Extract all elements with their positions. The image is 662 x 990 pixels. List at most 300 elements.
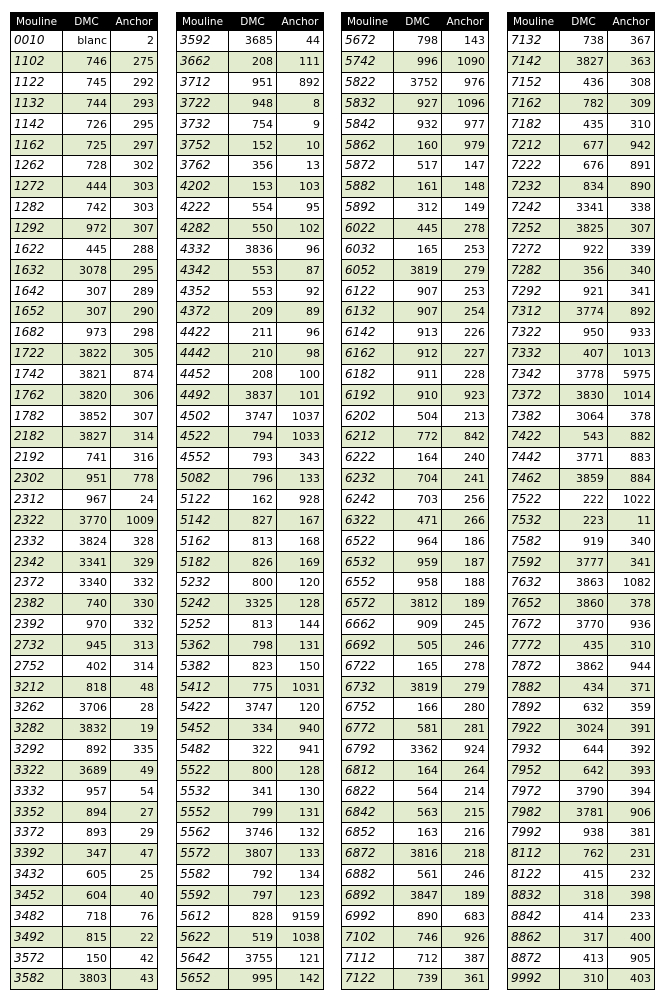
anchor-cell: 297: [111, 135, 158, 156]
mouline-cell: 7102: [342, 927, 394, 948]
mouline-cell: 2322: [11, 510, 63, 531]
anchor-cell: 307: [111, 406, 158, 427]
table-row: [508, 572, 655, 593]
anchor-cell: 231: [608, 843, 655, 864]
dmc-cell: 703: [394, 489, 442, 510]
mouline-cell: 2332: [11, 531, 63, 552]
anchor-cell: 227: [442, 343, 489, 364]
dmc-cell: 726: [63, 114, 111, 135]
mouline-cell: 3392: [11, 843, 63, 864]
mouline-cell: 1642: [11, 281, 63, 302]
dmc-cell: 3747: [229, 406, 277, 427]
anchor-cell: 216: [442, 823, 489, 844]
mouline-cell: 3762: [177, 156, 229, 177]
table-row: [508, 635, 655, 656]
anchor-cell: 314: [111, 427, 158, 448]
mouline-cell: 3452: [11, 885, 63, 906]
anchor-cell: 335: [111, 739, 158, 760]
anchor-cell: 378: [608, 406, 655, 427]
dmc-cell: 3755: [229, 948, 277, 969]
table-row: [508, 468, 655, 489]
anchor-cell: 54: [111, 781, 158, 802]
dmc-cell: 564: [394, 781, 442, 802]
dmc-cell: 823: [229, 656, 277, 677]
table-row: [342, 447, 489, 468]
anchor-cell: 387: [442, 948, 489, 969]
table-row: [177, 31, 324, 52]
anchor-cell: 254: [442, 301, 489, 322]
dmc-cell: 890: [394, 906, 442, 927]
dmc-cell: 211: [229, 322, 277, 343]
dmc-cell: 739: [394, 968, 442, 989]
mouline-cell: 7342: [508, 364, 560, 385]
dmc-cell: 166: [394, 698, 442, 719]
dmc-cell: 938: [560, 823, 608, 844]
dmc-cell: 800: [229, 572, 277, 593]
dmc-cell: 945: [63, 635, 111, 656]
table-row: [177, 885, 324, 906]
table-row: [508, 739, 655, 760]
anchor-cell: 24: [111, 489, 158, 510]
mouline-cell: 5082: [177, 468, 229, 489]
dmc-cell: 3752: [394, 72, 442, 93]
dmc-cell: 3778: [560, 364, 608, 385]
table-row: [11, 510, 158, 531]
mouline-cell: 7112: [342, 948, 394, 969]
table-row: [342, 593, 489, 614]
table-row: [177, 72, 324, 93]
table-row: [11, 760, 158, 781]
anchor-cell: 891: [608, 156, 655, 177]
dmc-cell: 3777: [560, 552, 608, 573]
dmc-cell: 3827: [560, 51, 608, 72]
dmc-cell: 414: [560, 906, 608, 927]
dmc-cell: 563: [394, 802, 442, 823]
dmc-cell: 3830: [560, 385, 608, 406]
anchor-cell: 381: [608, 823, 655, 844]
anchor-cell: 313: [111, 635, 158, 656]
table-row: [342, 781, 489, 802]
table-row: [342, 864, 489, 885]
mouline-cell: 5382: [177, 656, 229, 677]
mouline-cell: 2302: [11, 468, 63, 489]
anchor-cell: 403: [608, 968, 655, 989]
mouline-cell: 5892: [342, 197, 394, 218]
anchor-cell: 842: [442, 427, 489, 448]
conversion-table-4: [507, 12, 655, 990]
anchor-cell: 28: [111, 698, 158, 719]
mouline-cell: 5832: [342, 93, 394, 114]
anchor-cell: 10: [277, 135, 324, 156]
anchor-cell: 128: [277, 760, 324, 781]
mouline-cell: 6322: [342, 510, 394, 531]
mouline-cell: 5232: [177, 572, 229, 593]
table-row: [508, 343, 655, 364]
anchor-cell: 936: [608, 614, 655, 635]
mouline-cell: 4222: [177, 197, 229, 218]
dmc-cell: 3064: [560, 406, 608, 427]
anchor-cell: 295: [111, 114, 158, 135]
dmc-cell: 676: [560, 156, 608, 177]
dmc-cell: 334: [229, 718, 277, 739]
mouline-cell: 4352: [177, 281, 229, 302]
mouline-cell: 7182: [508, 114, 560, 135]
mouline-cell: 5642: [177, 948, 229, 969]
table-row: [11, 572, 158, 593]
mouline-cell: 4522: [177, 427, 229, 448]
dmc-cell: 959: [394, 552, 442, 573]
mouline-cell: 5872: [342, 156, 394, 177]
dmc-cell: 3832: [63, 718, 111, 739]
table-row: [177, 843, 324, 864]
table-row: [508, 593, 655, 614]
anchor-cell: 245: [442, 614, 489, 635]
dmc-cell: 318: [560, 885, 608, 906]
anchor-cell: 340: [608, 531, 655, 552]
anchor-cell: 241: [442, 468, 489, 489]
mouline-cell: 7122: [342, 968, 394, 989]
anchor-cell: 371: [608, 677, 655, 698]
dmc-cell: 740: [63, 593, 111, 614]
dmc-cell: 3803: [63, 968, 111, 989]
anchor-cell: 13: [277, 156, 324, 177]
conversion-table-3: [341, 12, 489, 990]
dmc-cell: 967: [63, 489, 111, 510]
dmc-cell: 3836: [229, 239, 277, 260]
table-row: [11, 656, 158, 677]
anchor-cell: 275: [111, 51, 158, 72]
table-row: [508, 364, 655, 385]
anchor-cell: 186: [442, 531, 489, 552]
dmc-cell: 797: [229, 885, 277, 906]
mouline-cell: 4452: [177, 364, 229, 385]
table-row: [11, 72, 158, 93]
anchor-cell: 906: [608, 802, 655, 823]
dmc-cell: 799: [229, 802, 277, 823]
anchor-cell: 341: [608, 552, 655, 573]
anchor-cell: 316: [111, 447, 158, 468]
mouline-cell: 3592: [177, 31, 229, 52]
anchor-cell: 884: [608, 468, 655, 489]
dmc-cell: 995: [229, 968, 277, 989]
table-row: [11, 823, 158, 844]
dmc-cell: 3837: [229, 385, 277, 406]
dmc-cell: 160: [394, 135, 442, 156]
anchor-cell: 977: [442, 114, 489, 135]
dmc-cell: 951: [229, 72, 277, 93]
anchor-cell: 27: [111, 802, 158, 823]
dmc-cell: 3821: [63, 364, 111, 385]
mouline-cell: 7652: [508, 593, 560, 614]
anchor-cell: 391: [608, 718, 655, 739]
dmc-cell: 581: [394, 718, 442, 739]
anchor-cell: 25: [111, 864, 158, 885]
dmc-cell: 222: [560, 489, 608, 510]
table-row: [508, 72, 655, 93]
anchor-cell: 683: [442, 906, 489, 927]
dmc-cell: 815: [63, 927, 111, 948]
table-row: [342, 197, 489, 218]
anchor-cell: 341: [608, 281, 655, 302]
anchor-cell: 215: [442, 802, 489, 823]
table-row: [342, 572, 489, 593]
mouline-cell: 7892: [508, 698, 560, 719]
anchor-cell: 1096: [442, 93, 489, 114]
mouline-cell: 7422: [508, 427, 560, 448]
mouline-cell: 7922: [508, 718, 560, 739]
table-row: [11, 593, 158, 614]
anchor-cell: 303: [111, 197, 158, 218]
mouline-cell: 4442: [177, 343, 229, 364]
dmc-cell: 347: [63, 843, 111, 864]
header-dmc: DMC: [394, 13, 442, 31]
table-row: [508, 906, 655, 927]
dmc-cell: 3820: [63, 385, 111, 406]
mouline-cell: 5422: [177, 698, 229, 719]
dmc-cell: 3822: [63, 343, 111, 364]
mouline-cell: 5592: [177, 885, 229, 906]
anchor-cell: 76: [111, 906, 158, 927]
table-row: [11, 614, 158, 635]
header-mouline: Mouline: [342, 13, 394, 31]
table-row: [342, 927, 489, 948]
mouline-cell: 4492: [177, 385, 229, 406]
anchor-cell: 131: [277, 802, 324, 823]
header-dmc: DMC: [229, 13, 277, 31]
table-row: [342, 843, 489, 864]
mouline-cell: 6662: [342, 614, 394, 635]
mouline-cell: 5552: [177, 802, 229, 823]
table-row: [11, 427, 158, 448]
table-row: [11, 531, 158, 552]
mouline-cell: 4372: [177, 301, 229, 322]
mouline-cell: 2372: [11, 572, 63, 593]
dmc-cell: 164: [394, 760, 442, 781]
anchor-cell: 923: [442, 385, 489, 406]
dmc-cell: 505: [394, 635, 442, 656]
mouline-cell: 4282: [177, 218, 229, 239]
anchor-cell: 778: [111, 468, 158, 489]
dmc-cell: 927: [394, 93, 442, 114]
anchor-cell: 933: [608, 322, 655, 343]
dmc-cell: 356: [229, 156, 277, 177]
mouline-cell: 1632: [11, 260, 63, 281]
table-row: [508, 260, 655, 281]
mouline-cell: 6872: [342, 843, 394, 864]
dmc-cell: 471: [394, 510, 442, 531]
table-row: [11, 635, 158, 656]
dmc-cell: 3024: [560, 718, 608, 739]
mouline-cell: 7992: [508, 823, 560, 844]
table-row: [11, 843, 158, 864]
table-row: [342, 948, 489, 969]
header-mouline: Mouline: [177, 13, 229, 31]
anchor-cell: 905: [608, 948, 655, 969]
table-row: [177, 510, 324, 531]
dmc-cell: 957: [63, 781, 111, 802]
dmc-cell: 3746: [229, 823, 277, 844]
dmc-cell: 3807: [229, 843, 277, 864]
table-row: [177, 468, 324, 489]
dmc-cell: 738: [560, 31, 608, 52]
mouline-cell: 7222: [508, 156, 560, 177]
anchor-cell: 874: [111, 364, 158, 385]
dmc-cell: 742: [63, 197, 111, 218]
mouline-cell: 5882: [342, 176, 394, 197]
mouline-cell: 6732: [342, 677, 394, 698]
mouline-cell: 2382: [11, 593, 63, 614]
header-mouline: Mouline: [508, 13, 560, 31]
table-row: [508, 218, 655, 239]
anchor-cell: 131: [277, 635, 324, 656]
mouline-cell: 4552: [177, 447, 229, 468]
dmc-cell: 165: [394, 656, 442, 677]
mouline-cell: 6202: [342, 406, 394, 427]
table-row: [508, 406, 655, 427]
mouline-cell: 6192: [342, 385, 394, 406]
table-row: [177, 343, 324, 364]
table-row: [342, 135, 489, 156]
dmc-cell: 554: [229, 197, 277, 218]
anchor-cell: 942: [608, 135, 655, 156]
dmc-cell: 3790: [560, 781, 608, 802]
mouline-cell: 5532: [177, 781, 229, 802]
table-row: [508, 781, 655, 802]
mouline-cell: 5622: [177, 927, 229, 948]
mouline-cell: 6882: [342, 864, 394, 885]
mouline-cell: 2312: [11, 489, 63, 510]
anchor-cell: 121: [277, 948, 324, 969]
table-row: [11, 135, 158, 156]
table-row: [177, 760, 324, 781]
table-row: [342, 718, 489, 739]
mouline-cell: 2752: [11, 656, 63, 677]
table-row: [508, 968, 655, 989]
table-row: [508, 802, 655, 823]
table-row: [11, 718, 158, 739]
table-row: [177, 864, 324, 885]
anchor-cell: 310: [608, 114, 655, 135]
table-row: [342, 698, 489, 719]
anchor-cell: 42: [111, 948, 158, 969]
dmc-cell: 3863: [560, 572, 608, 593]
mouline-cell: 5862: [342, 135, 394, 156]
dmc-cell: 504: [394, 406, 442, 427]
dmc-cell: 3852: [63, 406, 111, 427]
dmc-cell: 517: [394, 156, 442, 177]
anchor-cell: 1082: [608, 572, 655, 593]
mouline-cell: 9992: [508, 968, 560, 989]
mouline-cell: 2192: [11, 447, 63, 468]
anchor-cell: 214: [442, 781, 489, 802]
dmc-cell: 310: [560, 968, 608, 989]
dmc-cell: 445: [394, 218, 442, 239]
anchor-cell: 293: [111, 93, 158, 114]
dmc-cell: 3860: [560, 593, 608, 614]
mouline-cell: 6772: [342, 718, 394, 739]
dmc-cell: 3825: [560, 218, 608, 239]
dmc-cell: 407: [560, 343, 608, 364]
mouline-cell: 5572: [177, 843, 229, 864]
table-row: [177, 322, 324, 343]
dmc-cell: 834: [560, 176, 608, 197]
table-row: [508, 447, 655, 468]
table-row: [508, 843, 655, 864]
table-row: [11, 93, 158, 114]
table-row: [342, 406, 489, 427]
dmc-cell: 754: [229, 114, 277, 135]
table-row: [177, 948, 324, 969]
dmc-cell: 3770: [63, 510, 111, 531]
table-row: [11, 406, 158, 427]
anchor-cell: 9159: [277, 906, 324, 927]
anchor-cell: 944: [608, 656, 655, 677]
table-row: [177, 927, 324, 948]
dmc-cell: 3827: [63, 427, 111, 448]
mouline-cell: 3752: [177, 135, 229, 156]
anchor-cell: 128: [277, 593, 324, 614]
table-row: [508, 281, 655, 302]
mouline-cell: 7872: [508, 656, 560, 677]
dmc-cell: 543: [560, 427, 608, 448]
mouline-cell: 5162: [177, 531, 229, 552]
anchor-cell: 92: [277, 281, 324, 302]
mouline-cell: 5482: [177, 739, 229, 760]
mouline-cell: 6842: [342, 802, 394, 823]
table-row: [177, 823, 324, 844]
table-row: [177, 635, 324, 656]
mouline-cell: 4502: [177, 406, 229, 427]
mouline-cell: 6022: [342, 218, 394, 239]
table-row: [508, 156, 655, 177]
table-row: [342, 531, 489, 552]
mouline-cell: 5842: [342, 114, 394, 135]
dmc-cell: 3341: [560, 197, 608, 218]
mouline-cell: 7932: [508, 739, 560, 760]
mouline-cell: 5742: [342, 51, 394, 72]
dmc-cell: 210: [229, 343, 277, 364]
dmc-cell: 152: [229, 135, 277, 156]
dmc-cell: 826: [229, 552, 277, 573]
dmc-cell: 322: [229, 739, 277, 760]
dmc-cell: 341: [229, 781, 277, 802]
anchor-cell: 188: [442, 572, 489, 593]
header-anchor: Anchor: [111, 13, 158, 31]
anchor-cell: 1037: [277, 406, 324, 427]
anchor-cell: 89: [277, 301, 324, 322]
table-row: [342, 739, 489, 760]
anchor-cell: 278: [442, 218, 489, 239]
dmc-cell: 3747: [229, 698, 277, 719]
mouline-cell: 3212: [11, 677, 63, 698]
table-row: [177, 385, 324, 406]
dmc-cell: 796: [229, 468, 277, 489]
mouline-cell: 7212: [508, 135, 560, 156]
table-row: [342, 760, 489, 781]
mouline-cell: 6572: [342, 593, 394, 614]
table-row: [508, 239, 655, 260]
anchor-cell: 150: [277, 656, 324, 677]
anchor-cell: 278: [442, 656, 489, 677]
mouline-cell: 3482: [11, 906, 63, 927]
dmc-cell: 150: [63, 948, 111, 969]
anchor-cell: 309: [608, 93, 655, 114]
mouline-cell: 3712: [177, 72, 229, 93]
table-row: [342, 51, 489, 72]
dmc-cell: 161: [394, 176, 442, 197]
anchor-cell: 361: [442, 968, 489, 989]
table-row: [342, 176, 489, 197]
